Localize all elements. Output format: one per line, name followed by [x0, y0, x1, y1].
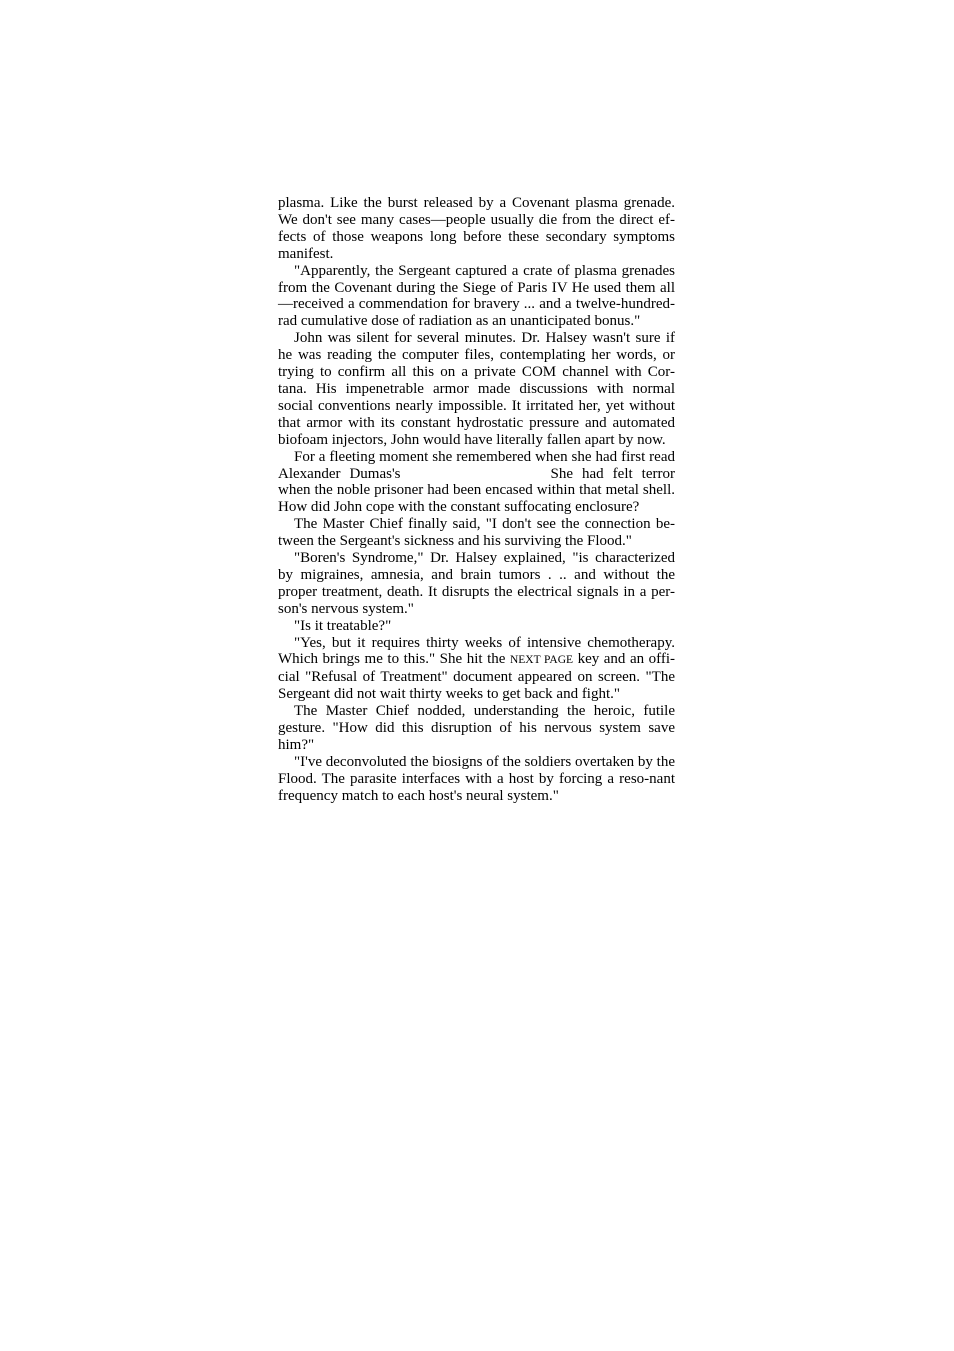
paragraph-6: "Boren's Syndrome," Dr. Halsey explained, "is characterized by migraines, amnesia, and brain tumors . .. and without the proper treatment, death. It disrupts the electrical signals in a per-son's nervous system." — [278, 550, 675, 617]
paragraph-8 — [278, 635, 675, 704]
next-page-key-text: NEXT PAGE — [509, 654, 574, 667]
paragraph-3: John was silent for several minutes. Dr. Halsey wasn't sure if he was reading the computer files, contemplating her words, or trying to confirm all this on a private COM channel with Cor-tana. His impenetrable armor made discussions with normal social conventions nearly impossible. It irritated her, yet without that armor with its constant hydrostatic pressure and automated biofoam injectors, John would have literally fallen apart by now. — [278, 330, 675, 448]
paragraph-8-end: key and an offi-cial "Refusal of Treatment" document appeared on screen. "The Sergeant did not wait thirty weeks to get back and fight." — [278, 651, 676, 703]
paragraph-8-start: "Yes, but it requires thirty weeks of intensive chemotherapy. Which brings me to this." She hit the — [278, 634, 675, 668]
paragraph-4-start: For a fleeting moment she remembered when she had first read Alexander Dumas's — [278, 448, 675, 482]
paragraph-4 — [278, 449, 675, 517]
paragraph-7: "Is it treatable?" — [294, 617, 392, 634]
paragraph-10: "I've deconvoluted the biosigns of the soldiers overtaken by the Flood. The parasite interfaces with a host by forcing a reso-nant frequency match to each host's neural system." — [278, 753, 675, 804]
paragraph-5: The Master Chief finally said, "I don't see the connection be-tween the Sergeant's sickness and his surviving the Flood." — [278, 516, 675, 550]
body-text — [278, 195, 675, 805]
paragraph-4-end: She had felt terror when the noble prisoner had been encased within that metal shell. How did John cope with the constant suffocating enclosure? — [278, 465, 675, 516]
paragraph-1: plasma. Like the burst released by a Covenant plasma grenade. We don't see many cases—people usually die from the direct ef-fects of those weapons long before these secondary symptoms manifest. — [278, 195, 675, 262]
paragraph-2: "Apparently, the Sergeant captured a crate of plasma grenades from the Covenant during the Siege of Paris IV He used them all—received a commendation for bravery ... and a twelve-hundred-rad cumulative dose of radiation as an unanticipated bonus." — [278, 262, 675, 330]
paragraph-9: The Master Chief nodded, understanding the heroic, futile gesture. "How did this disruption of his nervous system save him?" — [278, 703, 675, 753]
